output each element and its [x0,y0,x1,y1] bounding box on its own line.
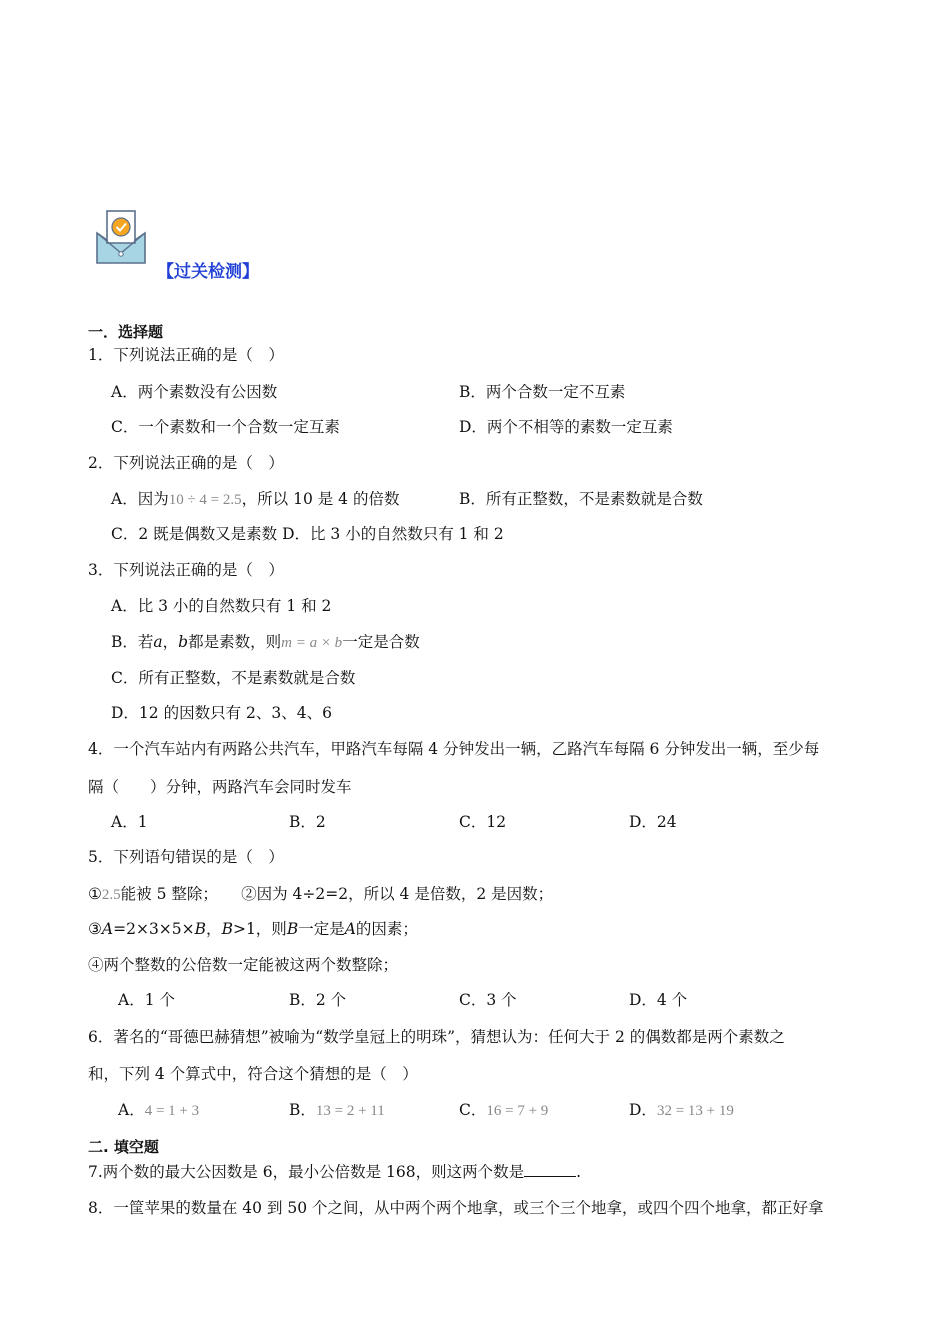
q5-statement-4: ④两个整数的公倍数一定能被这两个数整除； [88,956,399,974]
q7-text [88,1162,581,1182]
q5-s3-var-b3: B [286,920,299,938]
q5-s3-var-a: A [101,920,114,938]
q3-option-a: A．比 3 小的自然数只有 1 和 2 [111,597,332,615]
q4-stem-line1: 4．一个汽车站内有两路公共汽车，甲路汽车每隔 4 分钟发出一辆，乙路汽车每隔 6 分钟发出一辆，至少每 [88,740,820,758]
q2-option-a [111,489,399,510]
q5-s3-mid: 一定是 [298,920,345,938]
q3-b-suffix: 一定是合数 [342,633,420,651]
q5-s3-var-b: B [194,920,207,938]
q1-stem: 1．下列说法正确的是（ ） [88,346,284,364]
q5-statement-3 [88,919,418,939]
page-title: 【过关检测】 [157,262,259,282]
q1-option-a: A．两个素数没有公因数 [111,383,278,401]
q6-b-label: B． [289,1101,316,1119]
q6-option-a [118,1100,199,1121]
q6-stem-line2: 和，下列 4 个算式中，符合这个猜想的是（ ） [88,1065,418,1083]
q7-prefix: 7.两个数的最大公因数是 6，最小公倍数是 168，则这两个数是 [88,1163,525,1181]
q5-stem: 5．下列语句错误的是（ ） [88,848,284,866]
q5-option-b: B．2 个 [289,991,347,1009]
q3-b-var-b: b [178,633,189,651]
section-choice-title: 一．选择题 [88,323,164,341]
q5-s1-formula: 2.5 [101,887,121,903]
q3-b-prefix: B．若 [111,633,154,651]
q6-c-label: C． [459,1101,487,1119]
q4-option-b: B．2 [289,813,326,831]
q6-option-b [289,1100,385,1121]
q2-option-b: B．所有正整数，不是素数就是合数 [459,490,703,508]
q5-s3-suffix: 的因素； [355,920,418,938]
q6-option-c [459,1100,548,1121]
q3-b-comma: ， [162,633,179,651]
q5-s3-gt: >1，则 [232,920,287,938]
q6-b-formula: 13 = 2 + 11 [315,1103,385,1119]
q6-d-label: D． [629,1101,657,1119]
q6-a-formula: 4 = 1 + 3 [144,1103,200,1119]
q4-option-a: A．1 [111,813,148,831]
q6-stem-line1: 6．著名的“哥德巴赫猜想”被喻为“数学皇冠上的明珠”，猜想认为：任何大于 2 的偶数都是两个素数之 [88,1028,785,1046]
q5-option-c: C．3 个 [459,991,517,1009]
q6-d-formula: 32 = 13 + 19 [656,1103,734,1119]
q3-option-b [111,632,420,653]
q5-s3-mark: ③ [88,920,102,938]
q3-option-c: C．所有正整数，不是素数就是合数 [111,669,356,687]
q2-a-suffix: ，所以 10 是 4 的倍数 [241,490,400,508]
q2-a-prefix: A．因为 [111,490,169,508]
q5-s1-mark: ① [88,885,102,903]
q5-option-a: A．1 个 [118,991,175,1009]
envelope-check-icon [95,209,147,267]
q6-option-d [629,1100,734,1121]
q5-option-d: D．4 个 [629,991,688,1009]
q1-option-b: B．两个合数一定不互素 [459,383,626,401]
q7-answer-blank[interactable] [524,1162,576,1177]
q1-option-c: C．一个素数和一个合数一定互素 [111,418,340,436]
q3-b-middle: 都是素数，则 [188,633,282,651]
q5-s3-eq: =2×3×5× [113,920,195,938]
q4-option-d: D．24 [629,813,677,831]
section-fill-title: 二. 填空题 [88,1138,159,1156]
q1-option-d: D．两个不相等的素数一定互素 [459,418,673,436]
q3-stem: 3．下列说法正确的是（ ） [88,561,284,579]
q4-option-c: C．12 [459,813,507,831]
q3-option-d: D．12 的因数只有 2、3、4、6 [111,704,332,722]
q5-s1-text: 能被 5 整除； ②因为 4÷2=2，所以 4 是倍数，2 是因数； [120,885,554,903]
q5-s3-var-b2: B [221,920,233,938]
q6-c-formula: 16 = 7 + 9 [486,1103,549,1119]
q6-a-label: A． [118,1101,145,1119]
q7-suffix: . [576,1163,582,1181]
q2-stem: 2．下列说法正确的是（ ） [88,454,284,472]
q4-stem-line2: 隔（ ）分钟，两路汽车会同时发车 [88,778,352,796]
q5-statement-1-2 [88,884,553,905]
q5-s3-comma: ， [206,920,222,938]
q8-stem-line1: 8．一筐苹果的数量在 40 到 50 个之间，从中两个两个地拿，或三个三个地拿，或四个四个地拿，都正好拿 [88,1199,824,1217]
q2-option-cd: C．2 既是偶数又是素数 D．比 3 小的自然数只有 1 和 2 [111,525,504,543]
q3-b-var-a: a [153,633,163,651]
q3-b-formula: m = a × b [281,635,343,651]
q2-a-formula: 10 ÷ 4 = 2.5 [168,492,242,508]
q5-s3-var-a2: A [344,920,356,938]
